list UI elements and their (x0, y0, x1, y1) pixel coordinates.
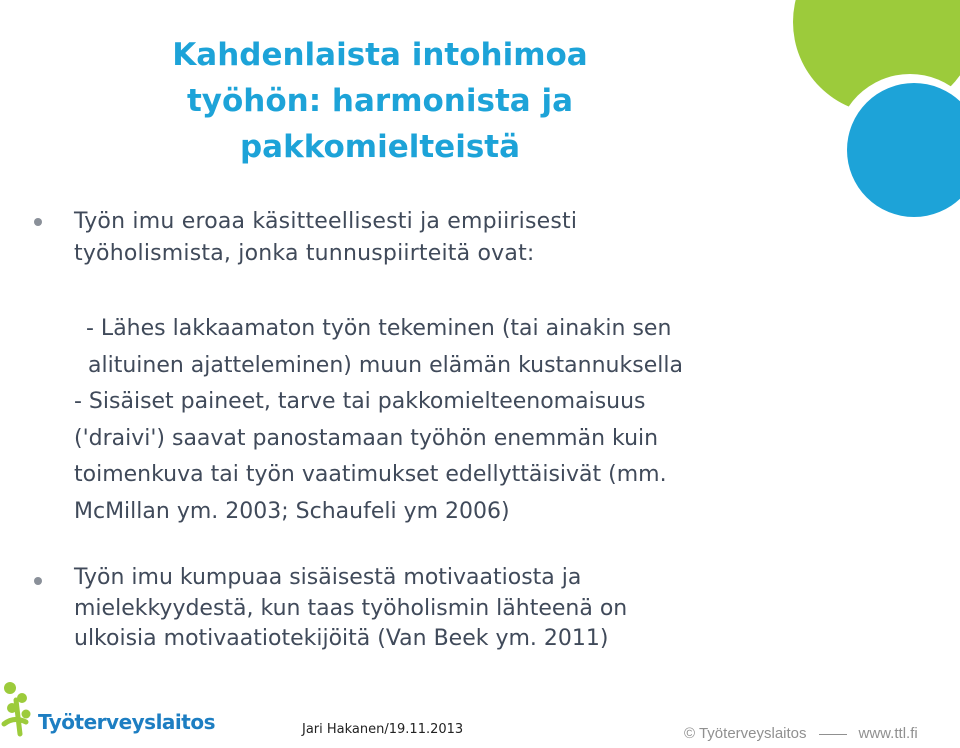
bullet-text-line: Työn imu eroaa käsitteellisesti ja empiirisesti (74, 209, 578, 234)
title-line: työhön: harmonista ja (186, 83, 574, 119)
bullet-text-line: ulkoisia motivaatiotekijöitä (Van Beek ym. 2011) (74, 626, 609, 651)
slide-title (100, 32, 660, 170)
sub-point (74, 384, 667, 530)
sub-point-text-line: ('draivi') saavat panostamaan työhön enemmän kuin (74, 425, 659, 451)
bullet-icon (34, 218, 42, 226)
footer-website-link[interactable]: www.ttl.fi (858, 725, 918, 742)
sub-point-text-line: alituinen ajatteleminen) muun elämän kustannuksella (88, 352, 683, 378)
bullet-text-line: mielekkyydestä, kun taas työholismin lähteenä on (74, 595, 628, 621)
decorative-circles (700, 0, 960, 230)
footer-author-date: Jari Hakanen/19.11.2013 (302, 722, 464, 737)
copyright-org: Työterveyslaitos (698, 725, 807, 742)
sub-point (86, 311, 683, 384)
bullet-text-line: Työn imu kumpuaa sisäisestä motivaatiosta ja (74, 565, 582, 590)
sub-point-text-line: - Lähes lakkaamaton työn tekeminen (tai ainakin sen (86, 316, 672, 341)
footer-copyright (684, 725, 918, 742)
bullet-point (74, 206, 577, 270)
copyright-icon: © (684, 725, 696, 742)
title-line: Kahdenlaista intohimoa (172, 37, 588, 73)
footer-divider (819, 734, 847, 735)
sub-point-text-line: toimenkuva tai työn vaatimukset edellyttäisivät (mm. (74, 462, 667, 487)
bullet-text-line: työholismista, jonka tunnuspiirteitä ovat: (74, 241, 535, 266)
sub-point-text-line: McMillan ym. 2003; Schaufeli ym 2006) (74, 498, 510, 524)
bullet-icon (34, 577, 42, 585)
title-line: pakkomielteistä (239, 129, 521, 165)
bullet-point (74, 563, 627, 655)
sub-point-text-line: - Sisäiset paineet, tarve tai pakkomielteenomaisuus (74, 389, 646, 414)
logo-wordmark: Työterveyslaitos (38, 710, 215, 734)
